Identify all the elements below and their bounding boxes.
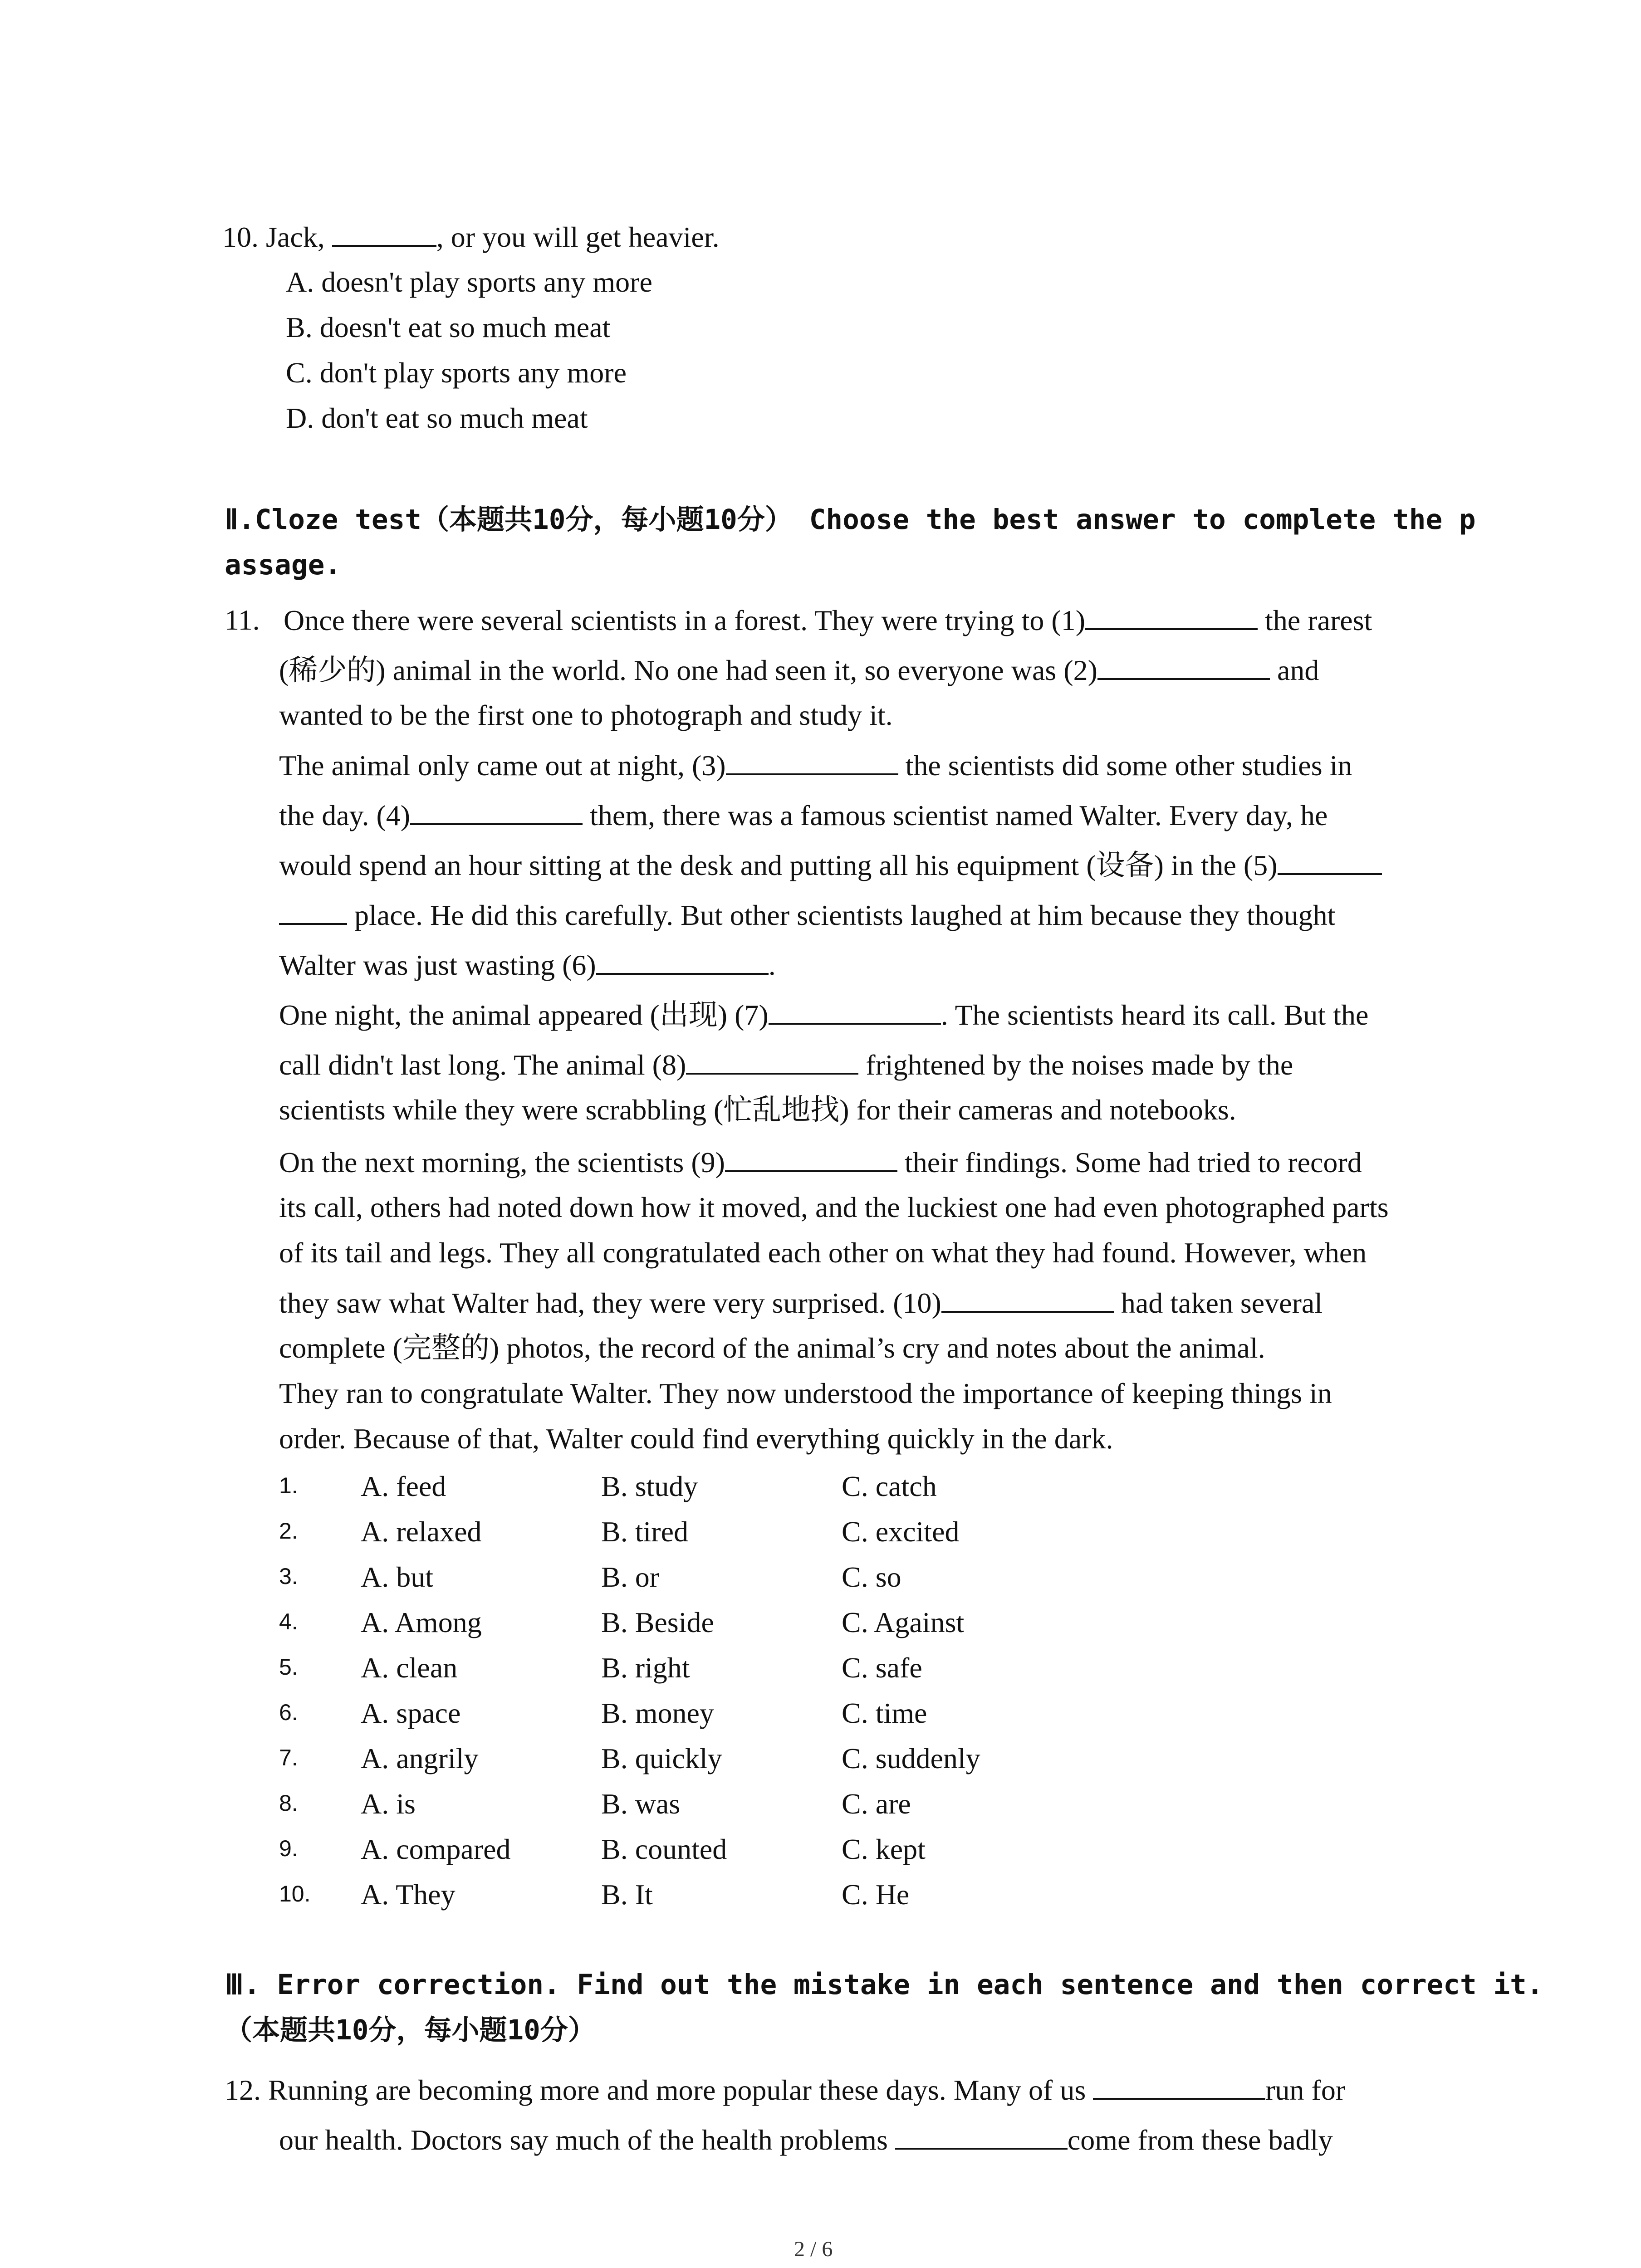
blank-9[interactable] <box>725 1148 897 1172</box>
question-12-line <box>279 2125 1333 2155</box>
passage-text: On the next morning, the scientists (9) <box>279 1146 725 1178</box>
passage-text: their findings. Some had tried to record <box>897 1146 1362 1178</box>
choice-b[interactable]: B. Beside <box>601 1606 714 1638</box>
choice-c[interactable]: C. safe <box>842 1652 922 1684</box>
passage-line <box>279 850 1382 880</box>
blank-5[interactable] <box>1278 850 1382 875</box>
blank-5-cont[interactable] <box>279 900 347 925</box>
passage-text: the scientists did some other studies in <box>898 749 1352 782</box>
blank-3[interactable] <box>726 751 898 775</box>
passage-line: of its tail and legs. They all congratulated each other on what they had found. However, when <box>279 1237 1367 1269</box>
choice-c[interactable]: C. catch <box>842 1470 937 1502</box>
passage-line: They ran to congratulate Walter. They now understood the importance of keeping things in <box>279 1377 1332 1409</box>
choice-b[interactable]: B. quickly <box>601 1742 722 1774</box>
choice-number: 10. <box>279 1881 311 1906</box>
choice-number: 7. <box>279 1745 298 1770</box>
choice-c[interactable]: C. He <box>842 1878 910 1911</box>
passage-line: wanted to be the first one to photograph and study it. <box>279 699 893 731</box>
choice-a[interactable]: A. is <box>361 1788 416 1820</box>
choice-number: 4. <box>279 1609 298 1634</box>
blank-7[interactable] <box>769 1000 941 1025</box>
choice-a[interactable]: A. relaxed <box>361 1515 482 1548</box>
passage-text: The animal only came out at night, (3) <box>279 749 726 782</box>
choice-b[interactable]: B. tired <box>601 1515 688 1548</box>
passage-line: complete (完整的) photos, the record of the animal’s cry and notes about the animal. <box>279 1332 1265 1364</box>
passage-line <box>279 950 776 980</box>
passage-text: Walter was just wasting (6) <box>279 949 596 981</box>
choice-b[interactable]: B. money <box>601 1697 714 1729</box>
choice-number: 3. <box>279 1564 298 1589</box>
choice-b[interactable]: B. or <box>601 1561 659 1593</box>
passage-line: order. Because of that, Walter could find everything quickly in the dark. <box>279 1422 1113 1455</box>
passage-line <box>279 1288 1323 1318</box>
choice-b[interactable]: B. was <box>601 1788 681 1820</box>
choice-c[interactable]: C. Against <box>842 1606 965 1638</box>
passage-text: (稀少的) animal in the world. No one had seen it, so everyone was (2) <box>279 654 1097 686</box>
q10-stem-pre: 10. Jack, <box>222 221 332 253</box>
choice-c[interactable]: C. so <box>842 1561 901 1593</box>
choice-a[interactable]: A. clean <box>361 1652 458 1684</box>
answer-blank[interactable] <box>332 222 436 247</box>
blank-1[interactable] <box>1085 606 1258 630</box>
choice-number: 5. <box>279 1654 298 1680</box>
passage-text: the rarest <box>1258 604 1372 636</box>
choice-number: 1. <box>279 1473 298 1498</box>
choice-c[interactable]: C. suddenly <box>842 1742 980 1774</box>
choice-number: 2. <box>279 1518 298 1544</box>
q10-option-c: C. don't play sports any more <box>286 357 627 389</box>
passage-line <box>279 655 1319 685</box>
passage-text: and <box>1269 654 1319 686</box>
choice-b[interactable]: B. counted <box>601 1833 727 1865</box>
passage-text: had taken several <box>1113 1287 1323 1319</box>
section-3-heading: Ⅲ. Error correction. Find out the mistake in each sentence and then correct it. <box>225 1969 1543 2001</box>
passage-line <box>279 1000 1368 1030</box>
q10-option-b: B. doesn't eat so much meat <box>286 311 611 343</box>
q10-stem-post: , or you will get heavier. <box>436 221 720 253</box>
passage-text: the day. (4) <box>279 799 411 831</box>
choice-number: 9. <box>279 1836 298 1861</box>
passage-text: . <box>768 949 776 981</box>
blank-4[interactable] <box>410 801 583 825</box>
passage-text: . The scientists heard its call. But the <box>941 999 1369 1031</box>
section-2-heading-cont: assage. <box>225 549 342 581</box>
choice-a[interactable]: A. space <box>361 1697 461 1729</box>
choice-c[interactable]: C. are <box>842 1788 911 1820</box>
q12-blank-2[interactable] <box>895 2125 1068 2150</box>
choice-a[interactable]: A. They <box>361 1878 456 1911</box>
q12-blank-1[interactable] <box>1093 2075 1265 2100</box>
passage-line <box>279 801 1327 830</box>
choice-number: 6. <box>279 1700 298 1725</box>
choice-c[interactable]: C. kept <box>842 1833 926 1865</box>
passage-text: would spend an hour sitting at the desk and putting all his equipment (设备) in the (5) <box>279 849 1278 881</box>
passage-text: call didn't last long. The animal (8) <box>279 1049 686 1081</box>
q12-text: come from these badly <box>1067 2124 1333 2156</box>
q12-text: run for <box>1265 2074 1346 2106</box>
choice-a[interactable]: A. compared <box>361 1833 511 1865</box>
passage-text: frightened by the noises made by the <box>858 1049 1293 1081</box>
question-10-stem <box>222 222 720 252</box>
blank-8[interactable] <box>686 1050 858 1075</box>
section-3-heading-cont: （本题共10分，每小题10分） <box>225 2014 596 2046</box>
choice-b[interactable]: B. right <box>601 1652 690 1684</box>
passage-text: them, there was a famous scientist named Walter. Every day, he <box>583 799 1328 831</box>
choice-a[interactable]: A. feed <box>361 1470 446 1502</box>
q12-text: 12. Running are becoming more and more popular these days. Many of us <box>225 2074 1093 2106</box>
choice-c[interactable]: C. time <box>842 1697 927 1729</box>
choice-a[interactable]: A. angrily <box>361 1742 479 1774</box>
passage-line: its call, others had noted down how it moved, and the luckiest one had even photographed parts <box>279 1191 1389 1223</box>
section-2-heading: Ⅱ.Cloze test（本题共10分，每小题10分） Choose the best answer to complete the p <box>225 503 1476 536</box>
passage-line <box>279 751 1352 780</box>
choice-b[interactable]: B. study <box>601 1470 698 1502</box>
passage-line <box>284 606 1372 635</box>
passage-text: place. He did this carefully. But other scientists laughed at him because they thought <box>347 899 1336 931</box>
question-11-number: 11. <box>225 604 260 636</box>
blank-6[interactable] <box>596 950 769 975</box>
q12-text: our health. Doctors say much of the health problems <box>279 2124 895 2156</box>
choice-number: 8. <box>279 1790 298 1816</box>
passage-line <box>279 1148 1362 1177</box>
choice-a[interactable]: A. but <box>361 1561 433 1593</box>
passage-line: scientists while they were scrabbling (忙乱地找) for their cameras and notebooks. <box>279 1094 1236 1126</box>
blank-10[interactable] <box>941 1288 1114 1313</box>
choice-c[interactable]: C. excited <box>842 1515 960 1548</box>
passage-line <box>279 900 1335 930</box>
page-number: 2 / 6 <box>794 2237 833 2261</box>
passage-text: One night, the animal appeared (出现) (7) <box>279 999 769 1031</box>
q10-option-a: A. doesn't play sports any more <box>286 266 652 298</box>
passage-line <box>279 1050 1293 1080</box>
passage-text: Once there were several scientists in a forest. They were trying to (1) <box>284 604 1086 636</box>
choice-a[interactable]: A. Among <box>361 1606 482 1638</box>
question-12-line <box>225 2075 1345 2105</box>
q10-option-d: D. don't eat so much meat <box>286 402 588 434</box>
blank-2[interactable] <box>1097 655 1270 680</box>
passage-text: they saw what Walter had, they were very surprised. (10) <box>279 1287 941 1319</box>
choice-b[interactable]: B. It <box>601 1878 653 1911</box>
